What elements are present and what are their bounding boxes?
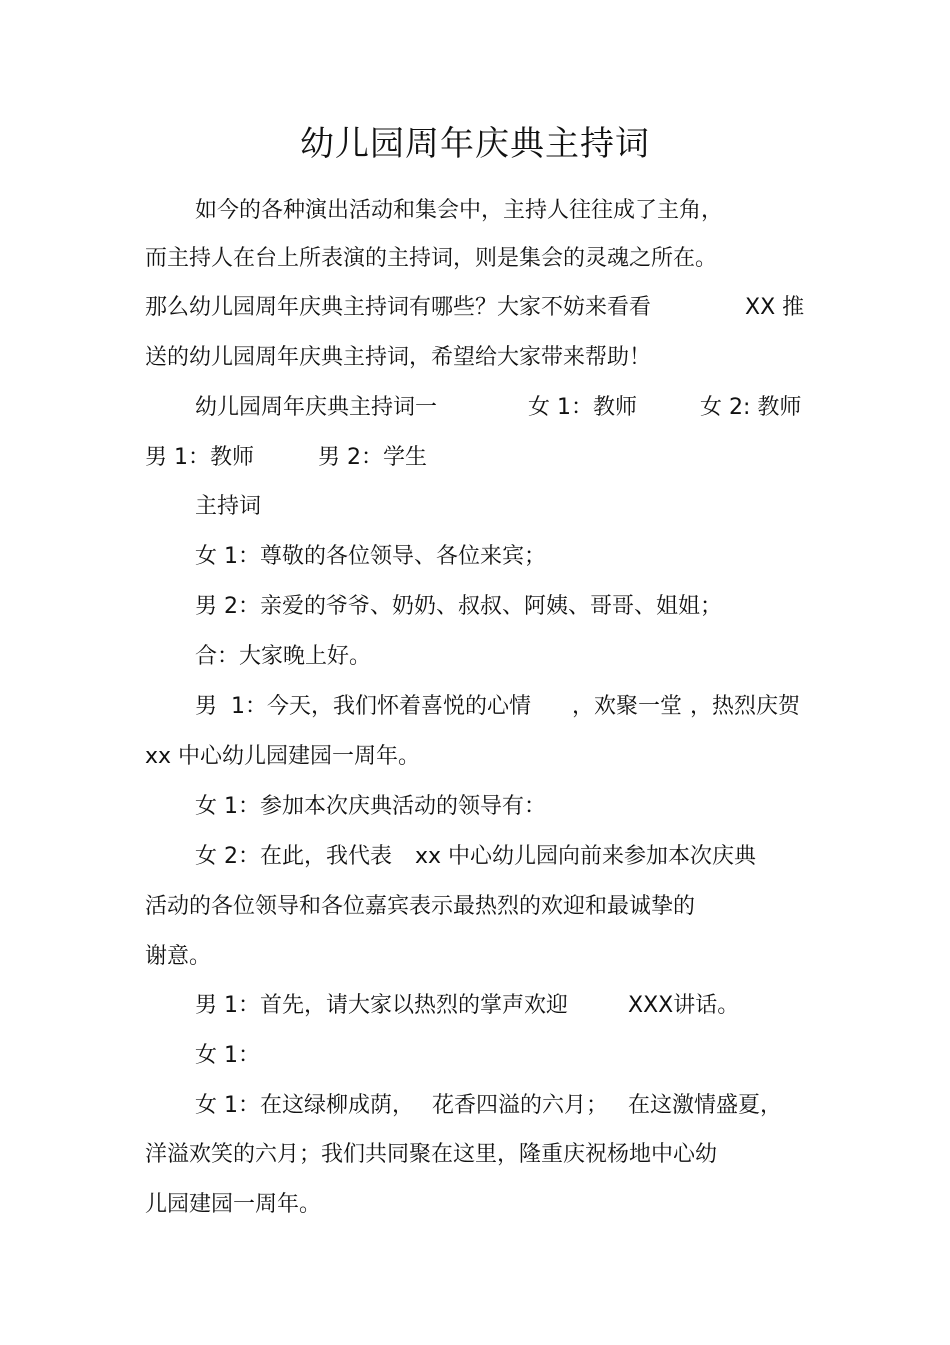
script-line: ，热烈庆贺: [690, 694, 801, 719]
script-line: 儿园建园一周年。: [145, 1192, 322, 1217]
script-line: xx 中心幼儿园建园一周年。: [145, 744, 421, 769]
script-line: 女 1：在这绿柳成荫，: [195, 1093, 414, 1118]
script-line: 女 1：参加本次庆典活动的领导有：: [195, 794, 546, 819]
paragraph-line: 如今的各种演出活动和集会中，主持人往往成了主角，: [195, 198, 724, 223]
document-title: 幼儿园周年庆典主持词: [300, 124, 650, 164]
role-label: 女 1：教师: [528, 395, 637, 420]
script-line: XXX讲话。: [628, 993, 740, 1018]
role-label: 男 2：学生: [318, 445, 427, 470]
script-line: 男 2：亲爱的爷爷、奶奶、叔叔、阿姨、哥哥、姐姐；: [195, 594, 722, 619]
role-label: 男 1：教师: [145, 445, 254, 470]
script-line: 女 1：: [195, 1043, 260, 1068]
script-line: 花香四溢的六月；: [432, 1093, 609, 1118]
script-line: 男 1：首先，请大家以热烈的掌声欢迎: [195, 993, 568, 1018]
paragraph-line: 那么幼儿园周年庆典主持词有哪些？大家不妨来看看: [145, 295, 652, 320]
script-line: 洋溢欢笑的六月；我们共同聚在这里，隆重庆祝杨地中心幼: [145, 1142, 718, 1167]
paragraph-line: XX 推: [745, 295, 805, 320]
section-label: 主持词: [195, 494, 262, 519]
paragraph-line: 而主持人在台上所表演的主持词，则是集会的灵魂之所在。: [145, 246, 718, 271]
script-line: ，欢聚一堂: [572, 694, 683, 719]
script-line: 在这激情盛夏，: [628, 1093, 783, 1118]
script-line: 谢意。: [145, 944, 212, 969]
script-line: 女 1：尊敬的各位领导、各位来宾；: [195, 544, 546, 569]
script-line: 男 1：今天，我们怀着喜悦的心情: [195, 694, 531, 719]
script-line: 合：大家晚上好。: [195, 644, 372, 669]
role-label: 女 2: 教师: [700, 395, 802, 420]
script-line: 活动的各位领导和各位嘉宾表示最热烈的欢迎和最诚挚的: [145, 894, 696, 919]
script-line: xx 中心幼儿园向前来参加本次庆典: [415, 844, 757, 869]
paragraph-line: 送的幼儿园周年庆典主持词，希望给大家带来帮助！: [145, 345, 652, 370]
section-heading: 幼儿园周年庆典主持词一: [195, 395, 438, 420]
script-line: 女 2：在此，我代表: [195, 844, 392, 869]
